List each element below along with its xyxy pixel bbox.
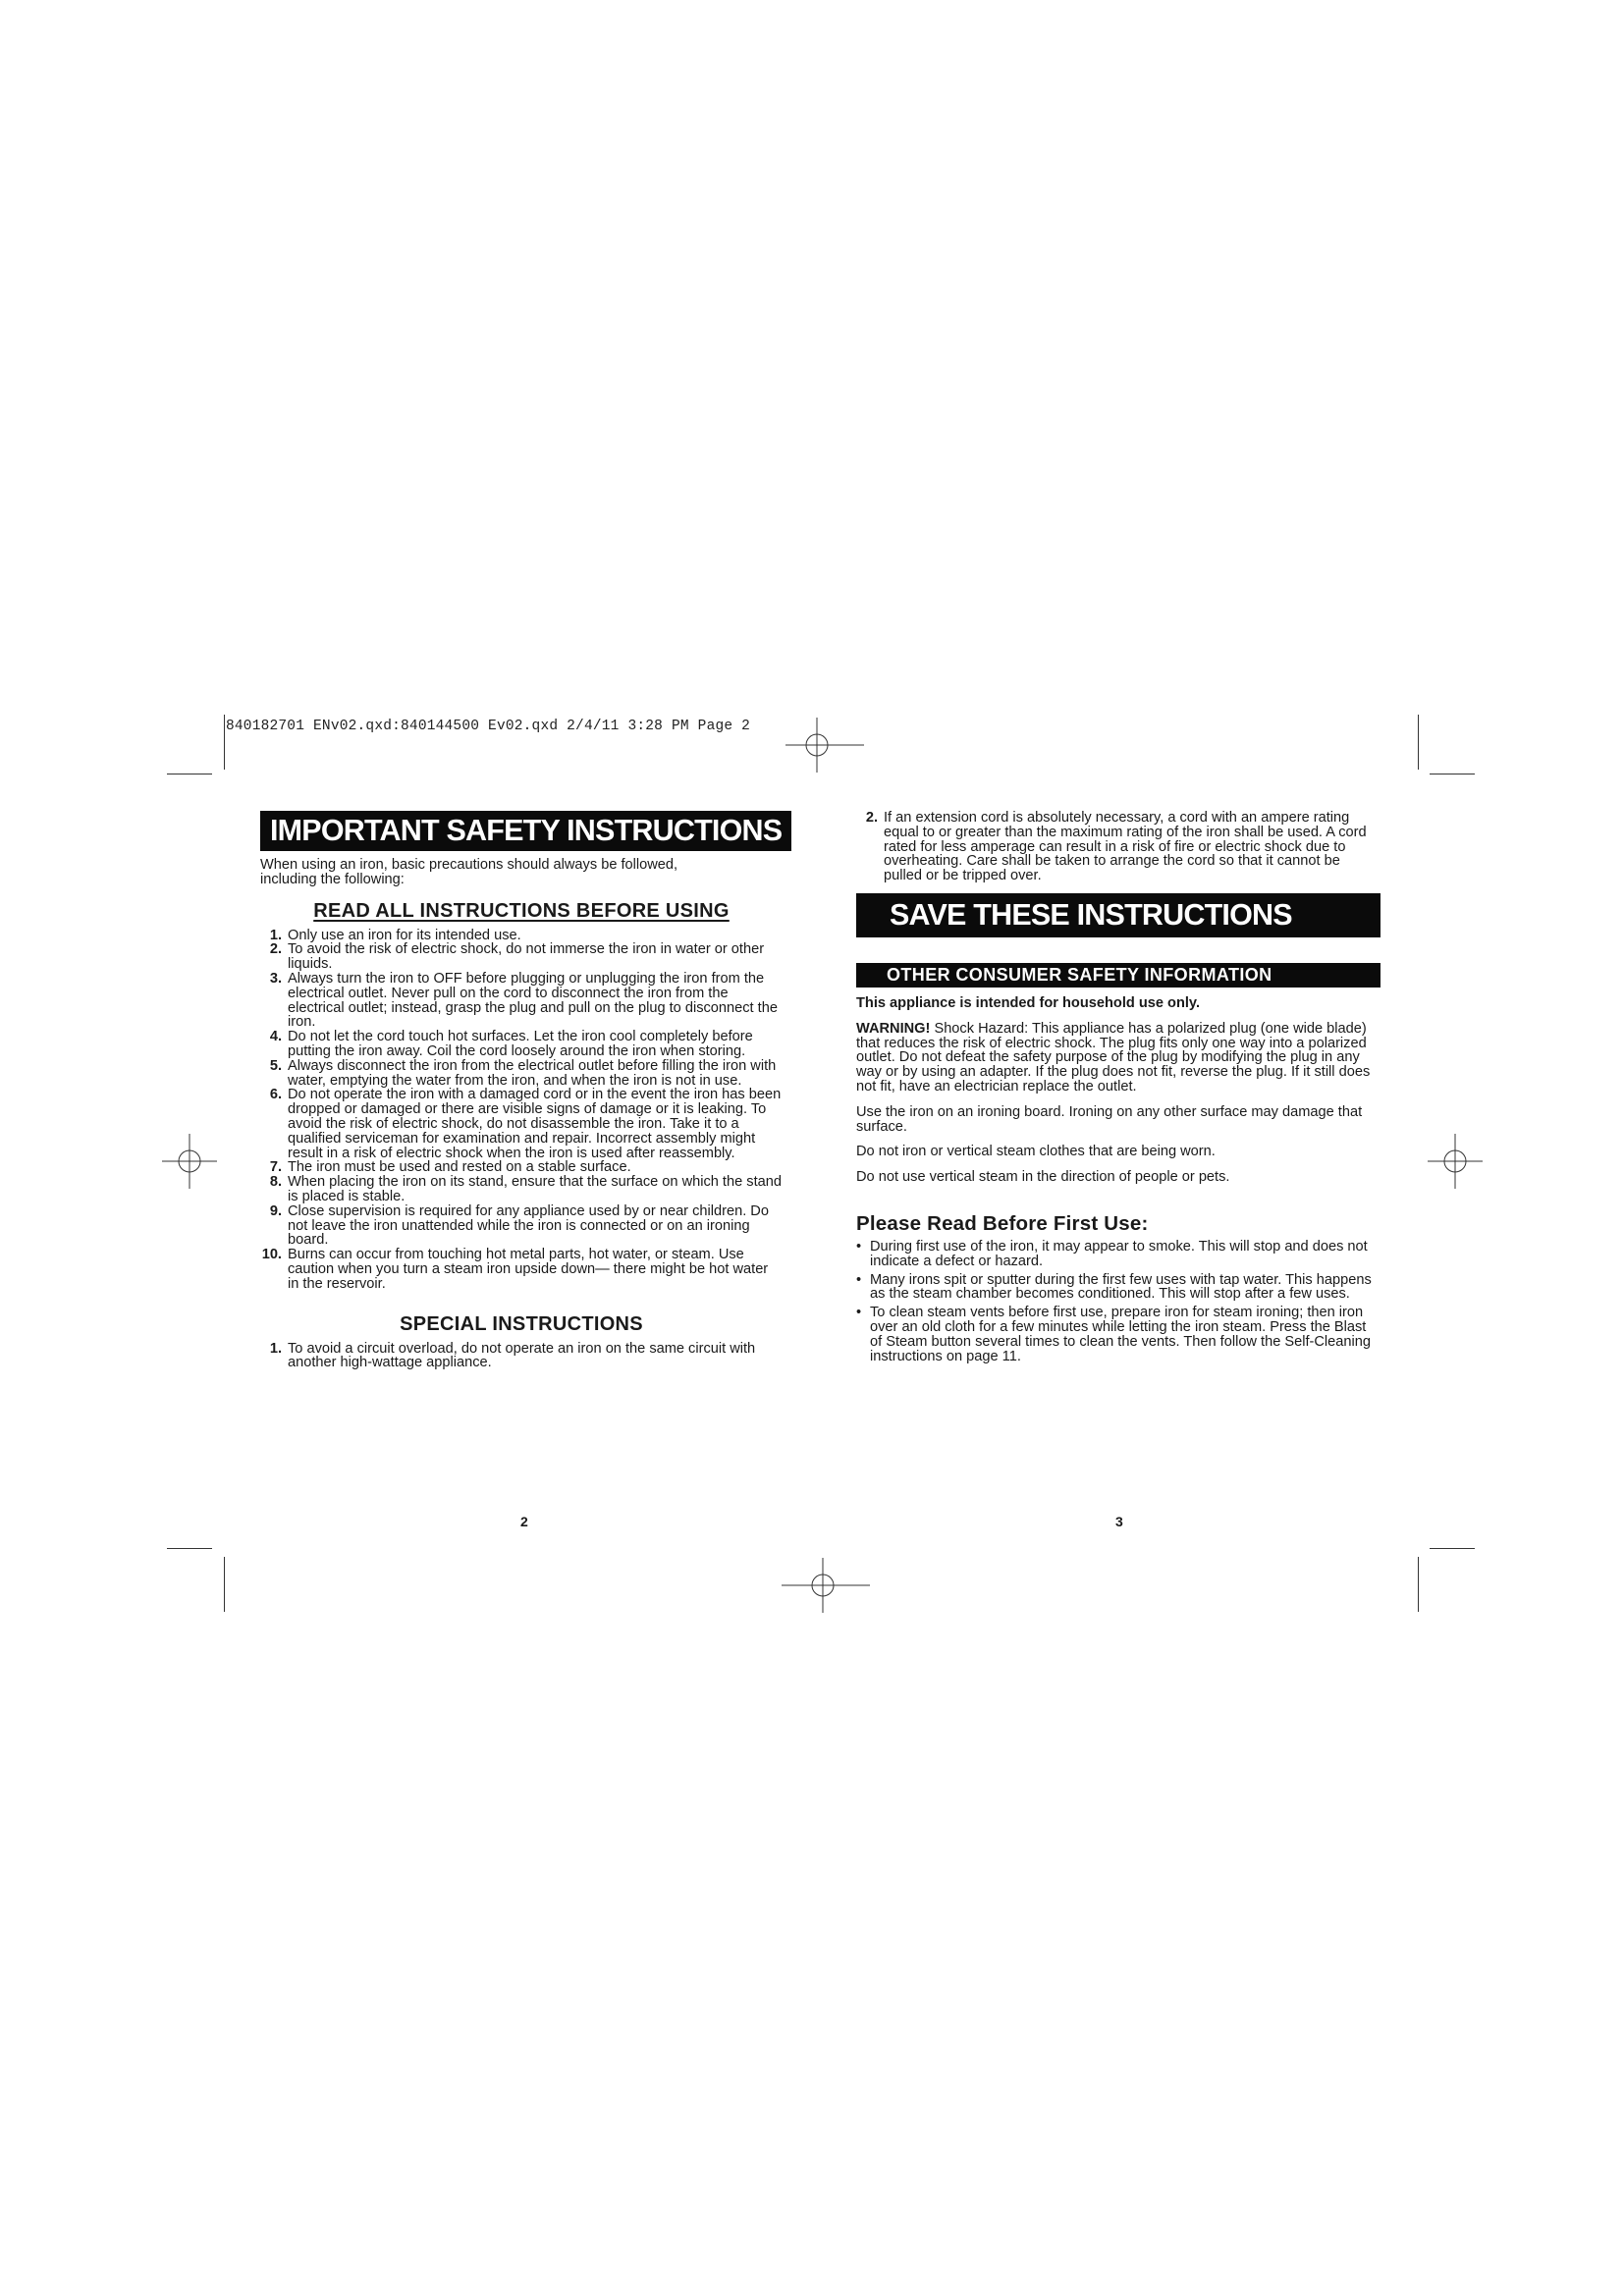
registration-mark-icon <box>1426 1132 1485 1191</box>
save-instructions-banner: SAVE THESE INSTRUCTIONS <box>856 893 1380 937</box>
warning-paragraph <box>856 1022 1380 1095</box>
item-number: 2. <box>269 941 282 958</box>
page-number-left: 2 <box>520 1514 528 1529</box>
item-text: Always disconnect the iron from the electrical outlet before filling the iron with water, emptying the water from the iron, and when the iron is not in use. <box>288 1057 777 1089</box>
item-text: The iron must be used and rested on a stable surface. <box>288 1159 631 1176</box>
item-number: 8. <box>269 1174 282 1191</box>
print-slug: 840182701 ENv02.qxd:840144500 Ev02.qxd 2/4/11 3:28 PM Page 2 <box>226 719 751 734</box>
right-page <box>856 811 1380 1367</box>
usage-note: Do not iron or vertical steam clothes that are being worn. <box>856 1144 1216 1160</box>
household-use-note: This appliance is intended for household use only. <box>856 994 1201 1011</box>
crop-mark <box>224 715 225 770</box>
first-use-item <box>856 1273 1380 1303</box>
page-title: IMPORTANT SAFETY INSTRUCTIONS <box>260 811 791 851</box>
left-page <box>260 811 783 1370</box>
safety-list <box>260 929 783 1292</box>
first-use-item <box>856 1306 1380 1363</box>
safety-item <box>260 942 783 972</box>
item-text: If an extension cord is absolutely necessary, a cord with an ampere rating equal to or greater than the maximum rating of the iron shall be used. A cord rated for less amperage can result in a risk of fire or electric shock due to overheating. Care shall be taken to arrange the cord so that it cannot be pulled or be tripped over. <box>884 810 1367 884</box>
item-number: 5. <box>269 1057 282 1074</box>
safety-item <box>260 1059 783 1089</box>
item-text: Only use an iron for its intended use. <box>288 927 521 943</box>
item-number: 3. <box>269 970 282 987</box>
special-instructions-heading: SPECIAL INSTRUCTIONS <box>400 1312 643 1335</box>
item-number: 10. <box>261 1247 282 1263</box>
item-text: Do not operate the iron with a damaged cord or in the event the iron has been dropped or damaged or there are visible signs of damage or it is leaking. To avoid the risk of electric shock, do not disassemble the iron. Take it to a qualified serviceman for examination and repair. Incorrect assembly might result in a risk of electric shock when the iron is used after reassembly. <box>288 1087 782 1161</box>
safety-item <box>260 1248 783 1291</box>
bullet-icon: • <box>856 1271 862 1288</box>
crop-mark <box>224 1557 225 1612</box>
item-text: Always turn the iron to OFF before plugging or unplugging the iron from the electrical outlet. Never pull on the cord to disconnect the iron from the electrical outlet; instead, grasp the plug and pull on the plug to disconnect the iron. <box>288 970 778 1031</box>
item-text: Burns can occur from touching hot metal parts, hot water, or steam. Use caution when you turn a steam iron upside down— there might be hot water in the reservoir. <box>288 1247 769 1292</box>
usage-note: Use the iron on an ironing board. Ironing on any other surface may damage that surface. <box>856 1103 1363 1135</box>
safety-item <box>260 1175 783 1204</box>
registration-mark-icon <box>785 716 844 774</box>
read-all-heading: READ ALL INSTRUCTIONS BEFORE USING <box>313 899 730 922</box>
bullet-text: To clean steam vents before first use, prepare iron for steam ironing; then iron over an old cloth for a few minutes while letting the iron steam. Press the Blast of Steam button several times to clean the vents. Then follow the Self-Cleaning instructions on page 11. <box>870 1305 1371 1364</box>
first-use-item <box>856 1240 1380 1269</box>
please-read-heading: Please Read Before First Use: <box>856 1211 1149 1235</box>
item-number: 6. <box>269 1087 282 1103</box>
warning-text: Shock Hazard: This appliance has a polarized plug (one wide blade) that reduces the risk of electric shock. The plug fits only one way into a polarized outlet. Do not defeat the safety purpose of the plug by modifying the plug in any way or by using an adapter. If the plug does not fit, reverse the plug. If it still does not fit, have an electrician replace the outlet. <box>856 1020 1371 1095</box>
item-text: Do not let the cord touch hot surfaces. Let the iron cool completely before putting the iron away. Coil the cord loosely around the iron when storing. <box>288 1029 753 1059</box>
bullet-icon: • <box>856 1305 862 1321</box>
crop-mark <box>167 1548 212 1549</box>
crop-mark <box>1430 1548 1475 1549</box>
registration-mark-icon <box>782 1556 840 1615</box>
usage-notes <box>856 1105 1380 1185</box>
first-use-list <box>856 1240 1380 1363</box>
special-list <box>260 1342 783 1371</box>
item-number: 2. <box>865 810 878 826</box>
safety-item <box>260 972 783 1030</box>
warning-label: WARNING! <box>856 1020 931 1037</box>
item-text: To avoid the risk of electric shock, do not immerse the iron in water or other liquids. <box>288 941 765 973</box>
item-number: 1. <box>269 1340 282 1357</box>
safety-item <box>260 929 783 943</box>
item-text: Close supervision is required for any appliance used by or near children. Do not leave the iron unattended while the iron is connected or on an ironing board. <box>288 1202 769 1249</box>
bullet-text: Many irons spit or sputter during the first few uses with tap water. This happens as the steam chamber becomes conditioned. This will stop after a few uses. <box>870 1271 1372 1303</box>
item-number: 1. <box>269 927 282 943</box>
safety-item <box>260 1160 783 1175</box>
safety-list-continued <box>856 811 1380 883</box>
registration-mark-icon <box>160 1132 219 1191</box>
safety-item <box>260 1204 783 1248</box>
bullet-icon: • <box>856 1238 862 1255</box>
crop-mark <box>1418 1557 1419 1612</box>
item-text: To avoid a circuit overload, do not operate an iron on the same circuit with another high-wattage appliance. <box>288 1340 756 1371</box>
usage-note: Do not use vertical steam in the direction of people or pets. <box>856 1169 1230 1186</box>
item-number: 7. <box>269 1159 282 1176</box>
special-item <box>260 1342 783 1371</box>
page-number-right: 3 <box>1115 1514 1123 1529</box>
safety-item <box>856 811 1380 883</box>
item-number: 4. <box>269 1029 282 1045</box>
intro-text: When using an iron, basic precautions should always be followed, including the following: <box>260 857 678 887</box>
crop-mark <box>1418 715 1419 770</box>
safety-item <box>260 1030 783 1059</box>
other-consumer-safety-banner: OTHER CONSUMER SAFETY INFORMATION <box>856 963 1380 988</box>
item-number: 9. <box>269 1202 282 1219</box>
safety-item <box>260 1088 783 1160</box>
bullet-text: During first use of the iron, it may appear to smoke. This will stop and does not indicate a defect or hazard. <box>870 1238 1368 1269</box>
item-text: When placing the iron on its stand, ensure that the surface on which the stand is placed is stable. <box>288 1174 782 1204</box>
